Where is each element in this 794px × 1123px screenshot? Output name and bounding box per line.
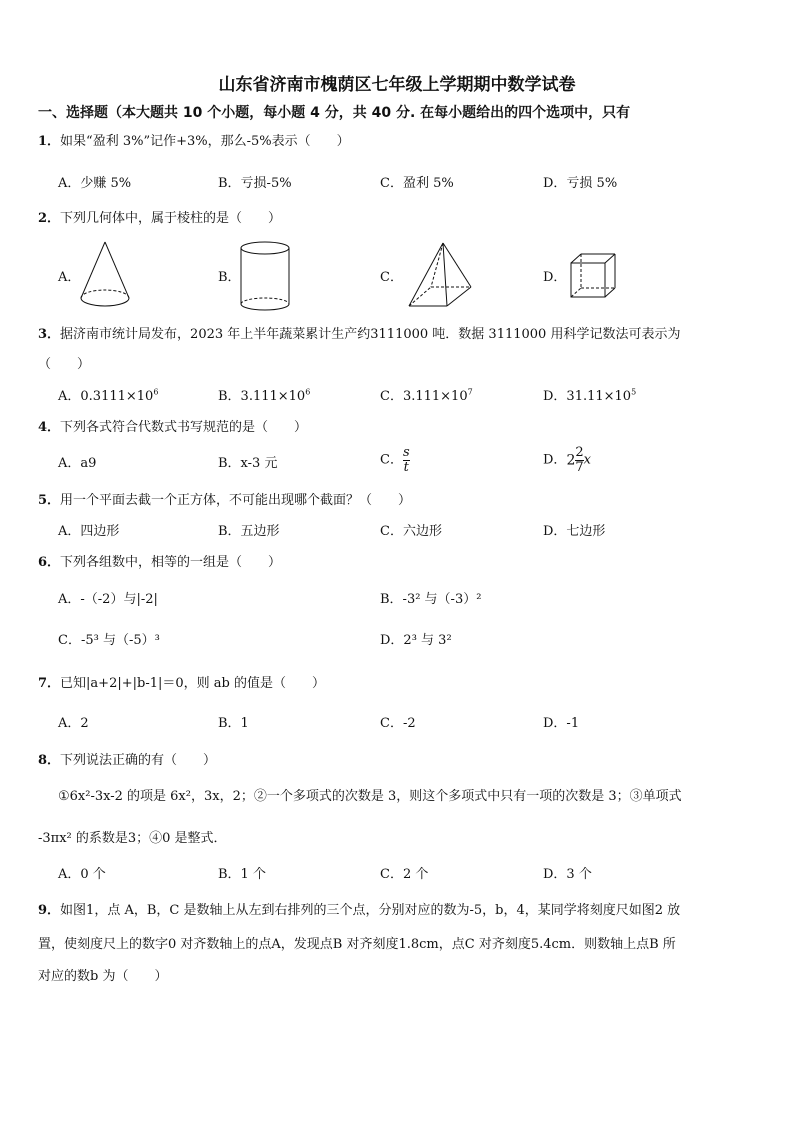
q2-option-a: A． (58, 270, 81, 285)
q6-option-c: C．-5³ 与（-5）³ (58, 633, 160, 648)
q3-option-b: B．$3.111\times 10^6$ (218, 387, 311, 404)
question-5 (38, 491, 758, 511)
q3-option-a: A．$0.3111\times 10^6$ (58, 387, 159, 404)
question-6 (38, 553, 758, 573)
q7-option-b: B．1 (218, 716, 249, 731)
question-number: 7． (38, 676, 61, 691)
question-stem: 已知|a+2|+|b-1|＝0，则 ab 的值是（ ） (60, 676, 325, 691)
question-stem: 下列说法正确的有（ ） (60, 753, 217, 768)
q7-option-d: D．-1 (543, 716, 580, 731)
q8-statement-line-1: ①6x²-3x-2 的项是 6x²，3x，2；②一个多项式的次数是 3，则这个多项式中只有一项的次数是 3；③单项式 (58, 789, 682, 804)
question-number: 6． (38, 555, 61, 570)
q5-option-b: B．五边形 (218, 524, 280, 539)
q8-option-c: C．2 个 (380, 867, 429, 882)
q4-option-c: C． $\frac{s}{t}$ (380, 445, 410, 475)
cone-figure (78, 240, 132, 310)
question-8 (38, 751, 758, 771)
question-stem: 下列各式符合代数式书写规范的是（ ） (60, 420, 308, 435)
q5-option-d: D．七边形 (543, 524, 606, 539)
q1-option-a: A．少赚 5% (58, 176, 132, 191)
question-7 (38, 674, 758, 694)
question-number: 2． (38, 211, 61, 226)
question-number: 3． (38, 327, 61, 342)
q2-option-d: D． (543, 270, 567, 285)
q7-option-c: C．-2 (380, 716, 416, 731)
q6-option-d: D．2³ 与 3² (380, 633, 452, 648)
q9-line-1: 如图1，点 A，B，C 是数轴上从左到右排列的三个点，分别对应的数为-5，b，4，某同学将刻度尺如图2 放 (60, 903, 681, 918)
q7-option-a: A．2 (58, 716, 89, 731)
q2-option-c: C． (380, 270, 403, 285)
q2-option-b: B． (218, 270, 241, 285)
q4-option-a: A．a9 (58, 456, 97, 471)
question-1 (38, 132, 758, 152)
q8-option-a: A．0 个 (58, 867, 106, 882)
q4-option-d: D．2 $\frac{2}{7}$ x (543, 445, 591, 475)
section-heading: 一、选择题（本大题共 10 个小题，每小题 4 分，共 40 分. 在每小题给出的四个选项中，只有 (38, 105, 631, 121)
question-stem: 用一个平面去截一个正方体，不可能出现哪个截面？（ ） (60, 493, 412, 508)
q9-line-3: 对应的数b 为（ ） (38, 969, 168, 984)
q5-option-c: C．六边形 (380, 524, 442, 539)
q4-option-b: B．x-3 元 (218, 456, 278, 471)
q6-option-a: A．-（-2）与|-2| (58, 592, 158, 607)
pyramid-figure (405, 240, 475, 310)
question-stem: 下列各组数中，相等的一组是（ ） (60, 555, 282, 570)
q3-option-d: D．$31.11\times 10^5$ (543, 387, 637, 404)
q1-option-d: D．亏损 5% (543, 176, 618, 191)
q8-option-b: B．1 个 (218, 867, 266, 882)
question-stem: 据济南市统计局发布，2023 年上半年蔬菜累计生产约3111000 吨．数据 3111000 用科学记数法可表示为 (60, 327, 681, 342)
question-4 (38, 418, 758, 438)
fraction-s-over-t: $\frac{s}{t}$ (402, 445, 410, 475)
question-number: 5． (38, 493, 61, 508)
q3-option-c: C．$3.111\times 10^7$ (380, 387, 473, 404)
question-number: 1． (38, 134, 61, 149)
question-9 (38, 901, 760, 921)
question-stem: 下列几何体中，属于棱柱的是（ ） (60, 211, 282, 226)
q8-statement-line-2: -3πx² 的系数是3；④0 是整式． (38, 831, 227, 846)
q1-option-c: C．盈利 5% (380, 176, 454, 191)
fraction-2-over-7: $\frac{2}{7}$ (575, 445, 584, 475)
cylinder-figure (238, 240, 292, 314)
q1-option-b: B．亏损-5% (218, 176, 292, 191)
cube-figure (568, 252, 618, 300)
exam-title: 山东省济南市槐荫区七年级上学期期中数学试卷 (218, 75, 576, 95)
q5-option-a: A．四边形 (58, 524, 120, 539)
question-3-stem-continued: （ ） (38, 357, 91, 372)
q8-option-d: D．3 个 (543, 867, 592, 882)
q9-line-2: 置，使刻度尺上的数字0 对齐数轴上的点A，发现点B 对齐刻度1.8cm，点C 对齐刻度5.4cm．则数轴上点B 所 (38, 937, 676, 952)
question-number: 4． (38, 420, 61, 435)
question-number: 8． (38, 753, 61, 768)
question-number: 9． (38, 903, 61, 918)
question-stem: 如果“盈利 3%”记作+3%，那么-5%表示（ ） (60, 134, 350, 149)
question-2 (38, 209, 758, 229)
q6-option-b: B．-3² 与（-3）² (380, 592, 482, 607)
question-3 (38, 325, 758, 345)
